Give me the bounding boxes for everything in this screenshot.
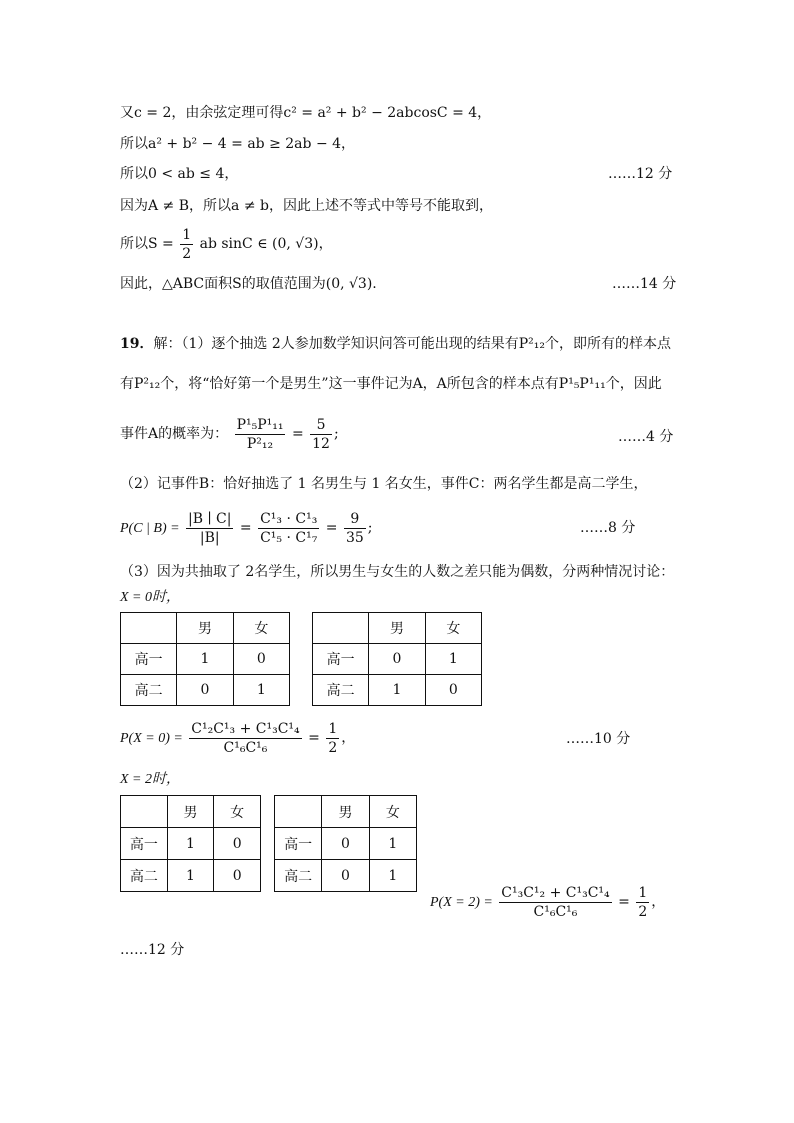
table-x0-a: 男 女 高一 1 0 高二 0 1: [120, 612, 290, 706]
score-mark-4: ……4 分: [618, 429, 674, 445]
eq-inequality: 所以a² + b² − 4 = ab ≥ 2ab − 4，: [120, 136, 356, 152]
probability-a: 事件A的概率为： $\frac{\text{P¹₅P¹₁₁}}{\text{P²₁₂}}$ = $\frac{5}{12}$ ;: [120, 416, 339, 452]
fraction-pa-2: $\frac{5}{12}$: [312, 416, 330, 452]
part2-statement: （2）记事件B：恰好抽选了 1 名男生与 1 名女生，事件C：两名学生都是高二学生，: [120, 476, 648, 492]
fraction-x2-result: $\frac{1}{2}$: [638, 884, 648, 920]
score-mark-12: ……12 分: [608, 166, 673, 182]
score-mark-10: ……10 分: [566, 731, 631, 747]
probability-x2: P(X = 2) = $\frac{\text{C¹₃C¹₂ + C¹₃C¹₄}}{\text{C¹₆C¹₆}}$ = $\frac{1}{2}$ ，: [430, 884, 666, 920]
question-19-intro: 19．解：（1）逐个抽选 2人参加数学知识问答可能出现的结果有P²₁₂个，即所有的样本点: [120, 336, 672, 352]
fraction-x0-result: $\frac{1}{2}$: [328, 720, 338, 756]
eq-cosine-law: 又c = 2，由余弦定理可得c² = a² + b² − 2abcosC = 4，: [120, 105, 492, 121]
probability-x0: P(X = 0) = $\frac{\text{C¹₂C¹₃ + C¹₃C¹₄}}{\text{C¹₆C¹₆}}$ = $\frac{1}{2}$ ，: [120, 720, 356, 756]
part3-statement: （3）因为共抽取了 2名学生，所以男生与女生的人数之差只能为偶数，分两种情况讨论：: [120, 564, 675, 580]
eq-not-equal: 因为A ≠ B，所以a ≠ b，因此上述不等式中等号不能取到，: [120, 198, 493, 214]
fraction-half: $\frac{1}{2}$: [182, 226, 192, 262]
fraction-pa-1: $\frac{\text{P¹₅P¹₁₁}}{\text{P²₁₂}}$: [236, 416, 284, 452]
eq-ab-range: 所以0 < ab ≤ 4，: [120, 166, 239, 182]
score-mark-14: ……14 分: [612, 276, 677, 292]
table-x2-b: 男 女 高一 0 1 高二 0 1: [274, 795, 417, 892]
fraction-cb-3: $\frac{9}{35}$: [345, 510, 364, 546]
table-x2-a: 男 女 高一 1 0 高二 1 0: [120, 795, 261, 892]
score-mark-8: ……8 分: [580, 520, 636, 536]
score-mark-12b: ……12 分: [120, 942, 185, 958]
fraction-cb-1: $\frac{|B ∣ C|}{|B|}$: [188, 510, 232, 546]
eq-area-formula: 所以S = $\frac{1}{2}$ ab sinC ∈ (0, √3)，: [120, 226, 333, 262]
case-x2-label: X = 2时，: [120, 772, 180, 787]
question-number: 19．: [120, 336, 154, 352]
fraction-cb-2: $\frac{\text{C¹₃ · C¹₃}}{\text{C¹₅ · C¹₇}}$: [260, 510, 318, 546]
eq-area-range: 因此，△ABC面积S的取值范围为(0, √3).: [120, 276, 377, 292]
fraction-x2: $\frac{\text{C¹₃C¹₂ + C¹₃C¹₄}}{\text{C¹₆C¹₆}}$: [501, 884, 610, 920]
question-19-line2: 有P²₁₂个，将“恰好第一个是男生”这一事件记为A，A所包含的样本点有P¹₅P¹₁₁个，因此: [120, 376, 662, 392]
fraction-x0: $\frac{\text{C¹₂C¹₃ + C¹₃C¹₄}}{\text{C¹₆C¹₆}}$: [191, 720, 300, 756]
case-x0-label: X = 0时，: [120, 590, 180, 605]
table-x0-b: 男 女 高一 0 1 高二 1 0: [312, 612, 482, 706]
conditional-probability: P(C | B) = $\frac{|B ∣ C|}{|B|}$ = $\frac{\text{C¹₃ · C¹₃}}{\text{C¹₅ · C¹₇}}$ = $\frac{9}{35}$ ;: [120, 510, 373, 546]
